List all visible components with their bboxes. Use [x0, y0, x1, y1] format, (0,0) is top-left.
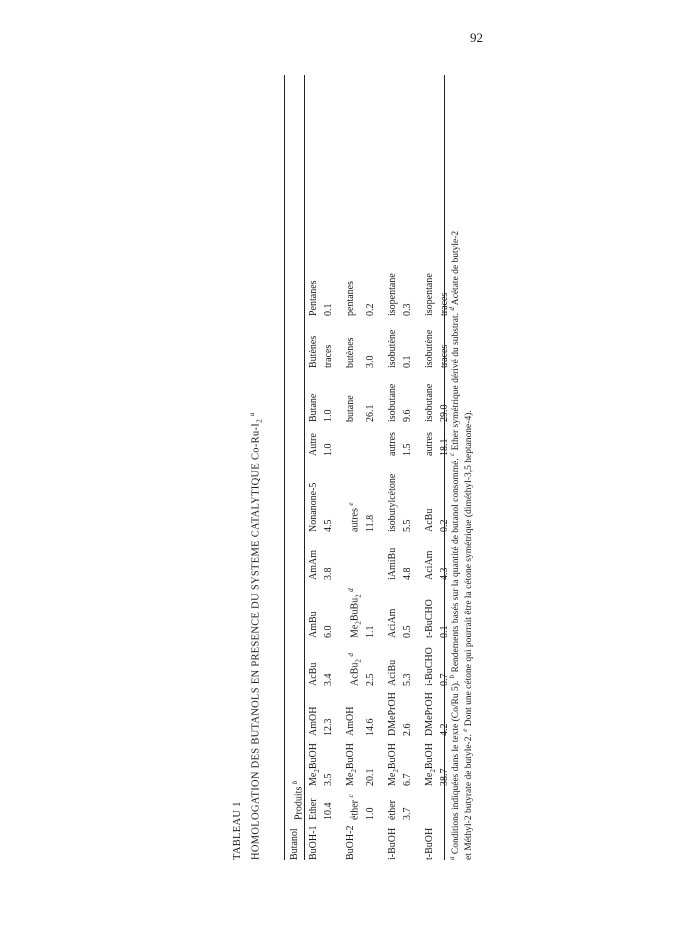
product-name: $Me_2BuOH$ — [308, 743, 322, 786]
product-name: AmBu — [308, 611, 320, 638]
product-name: isopentane — [386, 273, 398, 316]
yield-value: 3.4 — [323, 673, 335, 686]
yield-value: 0.1 — [401, 355, 413, 368]
product-name: éther $^c$ — [347, 794, 361, 820]
product-name: isobutylcétone — [386, 473, 398, 532]
yield-value: 6.7 — [401, 773, 413, 786]
product-name: AciAm — [423, 550, 435, 580]
yield-value: 5.3 — [401, 673, 413, 686]
product-name: butane — [345, 395, 357, 422]
product-name: DMePrOH — [423, 692, 435, 736]
product-name: Butènes — [308, 335, 320, 368]
product-name: pentanes — [345, 281, 357, 316]
row-butanol: t-BuOH — [423, 827, 435, 860]
table-row — [424, 256, 439, 860]
yield-value: 4.2 — [438, 723, 450, 736]
yield-value: traces — [323, 344, 335, 368]
product-name: AciBu — [386, 659, 398, 686]
product-name: Butane — [308, 393, 320, 422]
product-name: Ether — [308, 798, 320, 820]
yield-value: 1.0 — [323, 409, 335, 422]
yield-value: 4.5 — [323, 519, 335, 532]
yield-value: 6.0 — [323, 625, 335, 638]
yield-value: 0.5 — [401, 625, 413, 638]
title-subscript: 2 — [255, 419, 264, 423]
table-row-values — [323, 256, 335, 860]
yield-value: 3.7 — [401, 807, 413, 820]
product-name: isobutane — [423, 383, 435, 422]
yield-value: 11.8 — [364, 514, 376, 532]
yield-value: 1.0 — [364, 807, 376, 820]
product-name: isobutène — [423, 329, 435, 368]
product-name: butènes — [345, 337, 357, 368]
yield-value: 12.3 — [323, 718, 335, 736]
product-name: t-BuCHO — [423, 599, 435, 638]
header-produits: Produits $^b$ — [291, 780, 305, 820]
table-row — [308, 256, 323, 860]
product-name: AcBu — [308, 662, 320, 686]
table-label: TABLEAU 1 — [232, 801, 243, 860]
table-row — [387, 256, 402, 860]
yield-value: 20.1 — [364, 768, 376, 786]
product-name: autres — [423, 432, 435, 456]
yield-value: 5.5 — [401, 519, 413, 532]
yield-value: 0.2 — [364, 303, 376, 316]
yield-value: 0.2 — [438, 519, 450, 532]
table-row — [345, 256, 364, 860]
yield-value: 1.0 — [323, 443, 335, 456]
product-name: AcBu$_2$ $^d$ — [347, 653, 363, 686]
yield-value: 0.1 — [438, 625, 450, 638]
row-butanol: i-BuOH — [386, 827, 398, 860]
product-name: autres $^e$ — [347, 502, 361, 532]
product-name: AcBu — [423, 508, 435, 532]
top-rule — [284, 75, 285, 860]
product-name: AmOH — [345, 706, 357, 736]
product-name: $Me_2BuBu_2$ $^d$ — [347, 588, 363, 638]
title-superscript: a — [248, 412, 256, 417]
row-butanol: BuOH-1 — [308, 825, 320, 860]
product-name: autres — [386, 432, 398, 456]
product-name: AciAm — [386, 608, 398, 638]
yield-value: 3.0 — [364, 355, 376, 368]
yield-value — [365, 422, 377, 456]
footnote-line-1: $^a$ Conditions indiquées dans le texte (Co/Ru 5). $^b$ Rendements basés sur la quantité de butanol consommé. $^c$ Ether symétrique dérivé du substrat. $^d$ Acétate de butyle-2 — [448, 230, 462, 860]
yield-value: 0.1 — [323, 303, 335, 316]
yield-value: 26.1 — [364, 404, 376, 422]
product-name: éther — [386, 800, 398, 820]
rotated-table-block — [232, 60, 512, 860]
yield-value: 38.7 — [438, 768, 450, 786]
header-butanol: Butanol — [289, 828, 300, 860]
yield-value: 29.0 — [438, 404, 450, 422]
yield-value: 3.5 — [323, 773, 335, 786]
product-name: $Me_2BuOH$ — [423, 743, 437, 786]
product-name: Pentanes — [308, 280, 320, 316]
table-header-row — [286, 256, 308, 860]
yield-value: 9.6 — [401, 409, 413, 422]
yield-value: 2.6 — [401, 723, 413, 736]
product-name: $Me_2BuOH$ — [345, 743, 359, 786]
table-row-values — [365, 256, 377, 860]
yield-value: 14.6 — [364, 718, 376, 736]
yield-value: 1.5 — [401, 443, 413, 456]
product-name: i-BuCHO — [423, 647, 435, 686]
product-name: iAmiBu — [386, 547, 398, 580]
yield-value: 10.4 — [323, 802, 335, 820]
product-name: Autre — [308, 433, 320, 456]
yield-value: 0.7 — [438, 673, 450, 686]
yield-value: 4.8 — [401, 567, 413, 580]
yield-value: traces — [438, 292, 450, 316]
product-name: AmOH — [308, 706, 320, 736]
table-row-values — [402, 256, 414, 860]
table-title — [248, 412, 264, 860]
product-name: DMePrOH — [386, 692, 398, 736]
footnote-line-2: et Méthyl-2 butyrate de butyle-2. $^e$ Dont une cétone qui pourrait être la cétone symétrique (diméthyl-3,5 heptanone-4). — [461, 410, 475, 860]
yield-value: 3.8 — [323, 567, 335, 580]
yield-value: 18.1 — [438, 438, 450, 456]
product-name: isopentane — [423, 273, 435, 316]
product-name: isobutène — [386, 329, 398, 368]
yield-value: 0.3 — [401, 303, 413, 316]
product-name: isobutane — [386, 383, 398, 422]
page-number: 92 — [470, 30, 483, 45]
product-name: AmAm — [308, 550, 320, 580]
yield-value: traces — [438, 344, 450, 368]
product-name: $Me_2BuOH$ — [386, 743, 400, 786]
product-name — [345, 532, 364, 580]
yield-value: 2.5 — [364, 673, 376, 686]
table-title-text: HOMOLOGATION DES BUTANOLS EN PRESENCE DU SYSTEME CATALYTIQUE Co-Ru-I — [250, 422, 262, 860]
row-butanol: BuOH-2 — [345, 825, 357, 860]
results-table — [286, 256, 451, 860]
product-name — [345, 422, 364, 456]
yield-value: 1.1 — [364, 625, 376, 638]
yield-value — [365, 532, 377, 580]
yield-value: 4.3 — [438, 567, 450, 580]
product-name — [424, 786, 439, 820]
product-name: Nonanone-5 — [308, 482, 320, 532]
